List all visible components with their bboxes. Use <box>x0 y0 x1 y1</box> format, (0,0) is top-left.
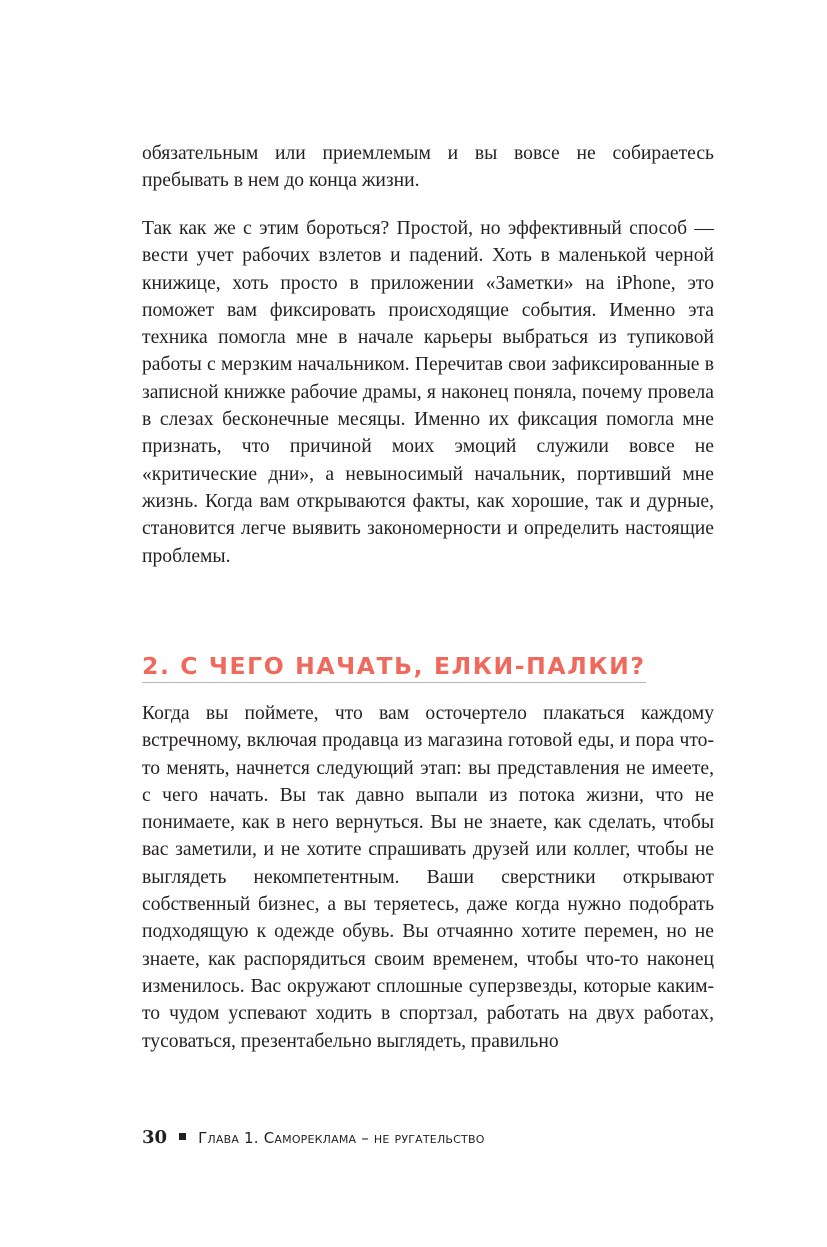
page-number: 30 <box>142 1127 168 1148</box>
paragraph-text: обязательным или приемлемым и вы вовсе не собираетесь пребывать в нем до конца жизни. <box>142 143 714 192</box>
paragraph-where-to-start <box>142 700 714 1055</box>
paragraph-text: Когда вы поймете, что вам осточертело плакаться каждому встречному, включая продавца из магазина готовой еды, и пора что-то менять, начнется следующий этап: вы представления не имеете, с чего начать. Вы так давно выпали из потока жизни, что не понимаете, как в него вернуться. Вы не знаете, как сделать, чтобы вас заметили, и не хотите спрашивать друзей или коллег, чтобы не выглядеть некомпетентным. Ваши сверстники открывают собственный бизнес, а вы теряетесь, даже когда нужно подобрать подходящую к одежде обувь. Вы отчаянно хотите перемен, но не знаете, как распорядиться своим временем, чтобы что-то наконец изменилось. Вас окружают сплошные суперзвезды, которые каким-то чудом успевают ходить в спортзал, работать на двух работах, тусоваться, презентабельно выглядеть, правильно <box>142 703 714 1052</box>
section-heading: 2. С ЧЕГО НАЧАТЬ, ЕЛКИ-ПАЛКИ? <box>142 652 646 683</box>
paragraph-notes-technique <box>142 215 714 570</box>
paragraph-text: Так как же с этим бороться? Простой, но эффективный способ — вести учет рабочих взлетов и падений. Хоть в маленькой черной книжице, хоть просто в приложении «Заметки» на iPhone, это поможет вам фиксировать происходящие события. Именно эта техника помогла мне в начале карьеры выбраться из тупиковой работы с мерзким начальником. Перечитав свои зафиксированные в записной книжке рабочие драмы, я наконец поняла, почему провела в слезах бесконечные месяцы. Именно их фиксация помогла мне признать, что причиной моих эмоций служили вовсе не «критические дни», а невыносимый начальник, портивший мне жизнь. Когда вам открываются факты, как хорошие, так и дурные, становится легче выявить закономерности и определить настоящие проблемы. <box>142 218 714 567</box>
paragraph-continuation <box>142 140 714 195</box>
chapter-title: Глава 1. Самореклама – не ругательство <box>198 1129 485 1147</box>
square-bullet-icon <box>179 1133 186 1140</box>
page-footer <box>142 1127 485 1148</box>
